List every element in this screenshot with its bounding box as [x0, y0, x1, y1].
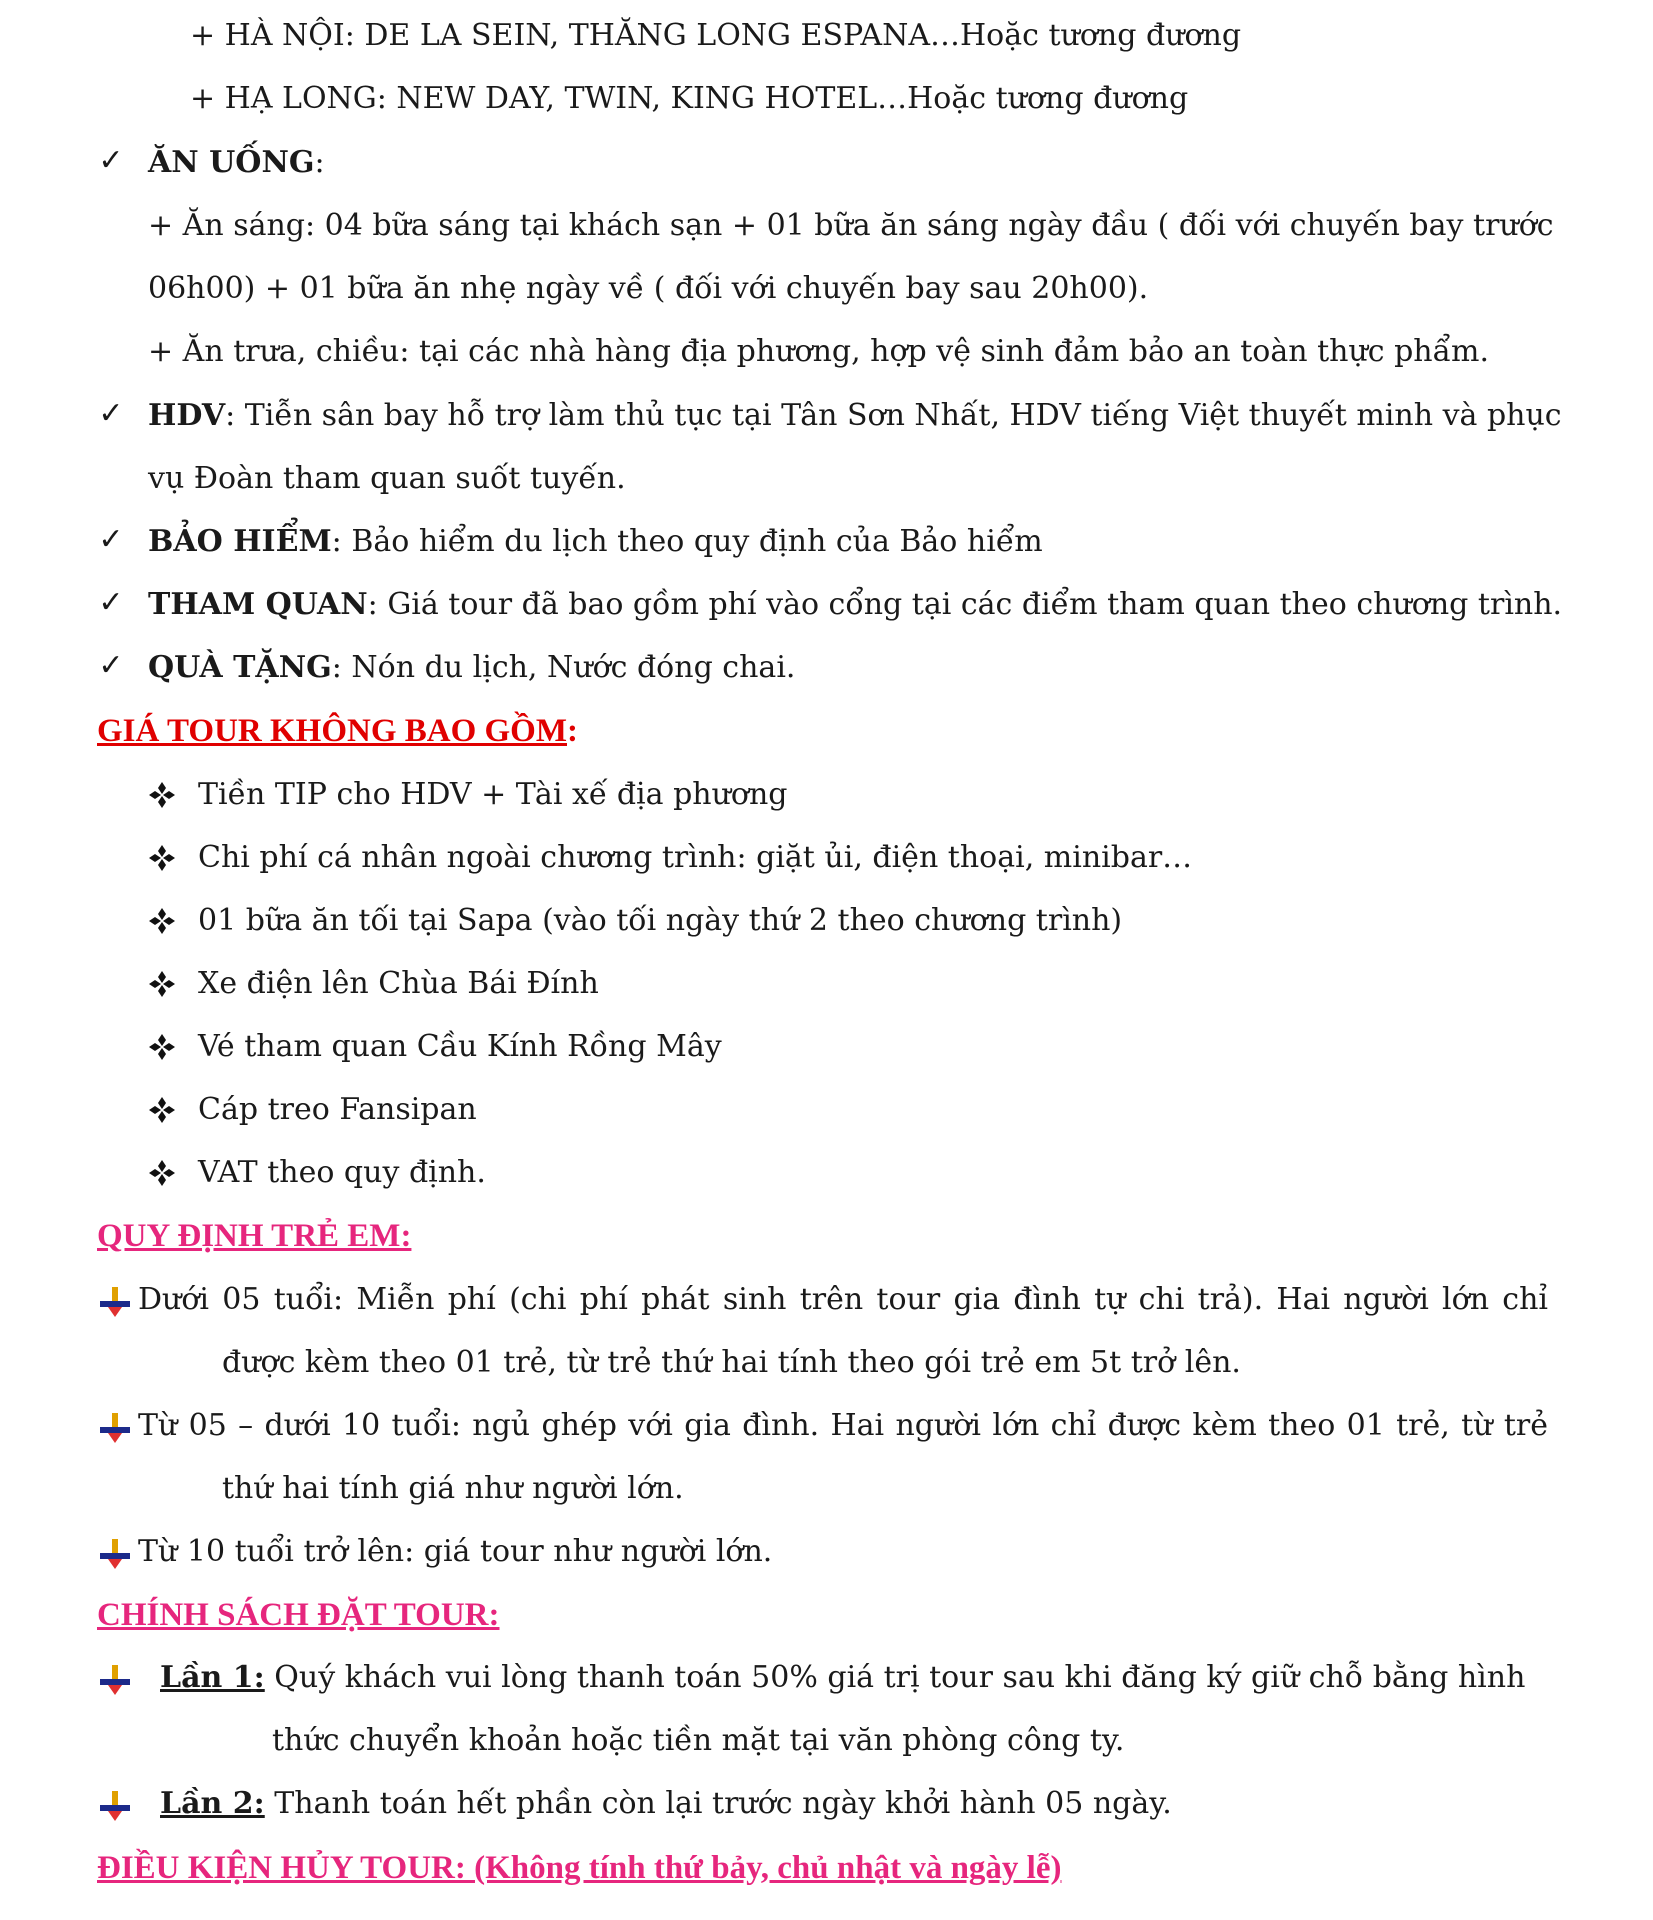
insurance-item: [148, 522, 1043, 562]
not-included-item: Cáp treo Fansipan: [198, 1092, 477, 1127]
not-included-item: Chi phí cá nhân ngoài chương trình: giặt ủi, điện thoại, minibar…: [198, 840, 1193, 875]
children-policy-heading: QUY ĐỊNH TRẺ EM:: [97, 1218, 412, 1254]
insurance-text: : Bảo hiểm du lịch theo quy định của Bảo hiểm: [331, 524, 1043, 559]
sightseeing-title: THAM QUAN: [148, 587, 368, 622]
gifts-title: QUÀ TẶNG: [148, 650, 332, 685]
guide-text-line2: vụ Đoàn tham quan suốt tuyến.: [148, 461, 626, 496]
hotel-hanoi: + HÀ NỘI: DE LA SEIN, THĂNG LONG ESPANA…Hoặc tương đương: [190, 18, 1242, 53]
children-rule2-line2: thứ hai tính giá như người lớn.: [222, 1471, 684, 1506]
pin-arrow-icon: [98, 1789, 132, 1823]
checkmark-icon: ✓: [98, 396, 124, 431]
guide-text: : Tiễn sân bay hỗ trợ làm thủ tục tại Tân Sơn Nhất, HDV tiếng Việt thuyết minh và phục: [225, 398, 1562, 433]
booking-step1-label: Lần 1:: [160, 1660, 265, 1695]
children-rule2-line1: Từ 05 – dưới 10 tuổi: ngủ ghép với gia đình. Hai người lớn chỉ được kèm theo 01 trẻ, từ trẻ: [138, 1408, 1548, 1443]
gifts-item: [148, 648, 795, 688]
not-included-item: Xe điện lên Chùa Bái Đính: [198, 966, 599, 1001]
meals-item: [148, 143, 325, 183]
checkmark-icon: ✓: [98, 143, 124, 178]
booking-step1-line2: thức chuyển khoản hoặc tiền mặt tại văn phòng công ty.: [272, 1723, 1125, 1758]
booking-step2-text: Thanh toán hết phần còn lại trước ngày khởi hành 05 ngày.: [274, 1786, 1172, 1821]
sightseeing-text: : Giá tour đã bao gồm phí vào cổng tại các điểm tham quan theo chương trình.: [367, 587, 1563, 622]
guide-title: HDV: [148, 398, 226, 433]
children-rule1-line1: Dưới 05 tuổi: Miễn phí (chi phí phát sinh trên tour gia đình tự chi trả). Hai người lớn chỉ: [138, 1282, 1548, 1317]
not-included-heading: [97, 711, 578, 751]
not-included-heading-colon: :: [567, 713, 578, 749]
four-diamond-icon: [148, 844, 176, 872]
meals-breakfast-line2: 06h00) + 01 bữa ăn nhẹ ngày về ( đối với chuyến bay sau 20h00).: [148, 271, 1149, 306]
four-diamond-icon: [148, 781, 176, 809]
booking-step2-label: Lần 2:: [160, 1786, 265, 1821]
four-diamond-icon: [148, 1096, 176, 1124]
hotel-halong: + HẠ LONG: NEW DAY, TWIN, KING HOTEL…Hoặc tương đương: [190, 81, 1189, 116]
not-included-item: Tiền TIP cho HDV + Tài xế địa phương: [198, 777, 788, 812]
meals-lunch-dinner: + Ăn trưa, chiều: tại các nhà hàng địa phương, hợp vệ sinh đảm bảo an toàn thực phẩm.: [148, 334, 1489, 369]
four-diamond-icon: [148, 1033, 176, 1061]
checkmark-icon: ✓: [98, 522, 124, 557]
booking-policy-heading: CHÍNH SÁCH ĐẶT TOUR:: [97, 1597, 500, 1633]
children-rule3: Từ 10 tuổi trở lên: giá tour như người lớn.: [138, 1534, 773, 1569]
not-included-item: 01 bữa ăn tối tại Sapa (vào tối ngày thứ 2 theo chương trình): [198, 903, 1123, 938]
pin-arrow-icon: [98, 1285, 132, 1319]
four-diamond-icon: [148, 1159, 176, 1187]
meals-breakfast-line1: + Ăn sáng: 04 bữa sáng tại khách sạn + 01 bữa ăn sáng ngày đầu ( đối với chuyến bay trước: [148, 208, 1554, 243]
checkmark-icon: ✓: [98, 648, 124, 683]
pin-arrow-icon: [98, 1663, 132, 1697]
checkmark-icon: ✓: [98, 585, 124, 620]
sightseeing-item: [148, 585, 1562, 625]
meals-title: ĂN UỐNG: [148, 145, 315, 180]
not-included-item: VAT theo quy định.: [198, 1155, 486, 1190]
guide-item: [148, 396, 1562, 436]
not-included-heading-text: GIÁ TOUR KHÔNG BAO GỒM: [97, 713, 567, 749]
pin-arrow-icon: [98, 1537, 132, 1571]
four-diamond-icon: [148, 907, 176, 935]
pin-arrow-icon: [98, 1411, 132, 1445]
gifts-text: : Nón du lịch, Nước đóng chai.: [331, 650, 796, 685]
booking-step1-text: Quý khách vui lòng thanh toán 50% giá trị tour sau khi đăng ký giữ chỗ bằng hình: [274, 1660, 1526, 1695]
meals-colon: :: [314, 145, 325, 180]
children-rule1-line2: được kèm theo 01 trẻ, từ trẻ thứ hai tính theo gói trẻ em 5t trở lên.: [222, 1345, 1241, 1380]
cancellation-heading: ĐIỀU KIỆN HỦY TOUR: (Không tính thứ bảy, chủ nhật và ngày lễ): [97, 1850, 1062, 1886]
four-diamond-icon: [148, 970, 176, 998]
booking-step1: [160, 1658, 1525, 1698]
not-included-item: Vé tham quan Cầu Kính Rồng Mây: [198, 1029, 722, 1064]
booking-step2: [160, 1784, 1172, 1824]
insurance-title: BẢO HIỂM: [148, 524, 332, 559]
